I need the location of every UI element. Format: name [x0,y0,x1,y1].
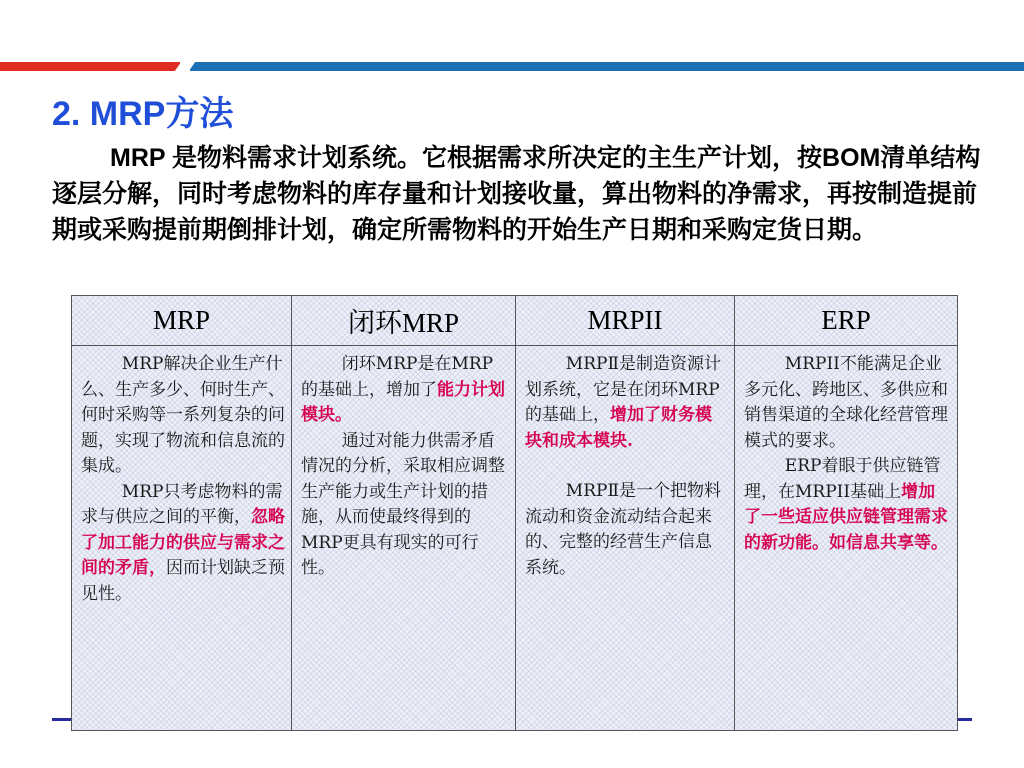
cell-mrp2-para-1 [525,352,728,454]
cell-mrp2-text-a: MRPⅡ是制造资源计划系统，它是在闭环MRP的基础上， [525,354,721,425]
header-band-blue [190,62,1024,71]
cell-closed-loop-mrp [292,346,516,730]
cell-mrp-highlight: 忽略了加工能力的供应与需求之间的矛盾， [81,507,285,578]
header-band-red [0,62,180,71]
cell-erp-para-1: MRPII不能满足企业多元化、跨地区、多供应和销售渠道的全球化经营管理模式的要求。 [744,354,948,451]
header-mrp: MRP [72,296,292,346]
cell-mrp2-highlight: 增加了财务模块和成本模块. [525,405,712,451]
cell-mrp [72,346,292,730]
cell-closed-loop-text-a: 闭环MRP是在MRP的基础上，增加了 [301,354,494,400]
cell-mrp-text-c: 因而计划缺乏预见性。 [81,558,285,604]
cell-mrp2-para-2: MRPⅡ是一个把物料流动和资金流动结合起来的、完整的经营生产信息系统。 [525,481,721,578]
comparison-table [71,295,958,731]
cell-mrp-para-1: MRP解决企业生产什么、生产多少、何时生产、何时采购等一系列复杂的问题，实现了物流和信息流的集成。 [81,354,285,476]
cell-mrp2 [516,346,735,730]
cell-erp-text-a: ERP着眼于供应链管理，在MRPII基础上 [744,456,941,502]
slide-title: 2. MRP方法 [52,95,234,133]
cell-closed-loop-para-2: 通过对能力供需矛盾情况的分析，采取相应调整生产能力或生产计划的措施，从而使最终得到的MRP更具有现实的可行性。 [301,430,505,578]
cell-closed-loop-highlight: 能力计划模块。 [301,379,505,425]
cell-erp-para-2 [744,454,951,556]
header-closed-loop-mrp: 闭环MRP [292,296,516,346]
cell-erp [735,346,957,730]
header-erp: ERP [735,296,957,346]
cell-closed-loop-para-1 [301,352,509,429]
cell-mrp-text-a: MRP只考虑物料的需求与供应之间的平衡， [81,481,283,527]
header-mrp2: MRPII [516,296,735,346]
cell-erp-highlight: 增加了一些适应供应链管理需求的新功能。如信息共享等。 [744,481,948,553]
cell-mrp-para-2 [81,480,285,608]
intro-paragraph: MRP 是物料需求计划系统。它根据需求所决定的主生产计划，按BOM清单结构逐层分解，同时考虑物料的库存量和计划接收量，算出物料的净需求，再按制造提前期或采购提前期倒排计划，确定所需物料的开始生产日期和采购定货日期。 [52,144,981,244]
